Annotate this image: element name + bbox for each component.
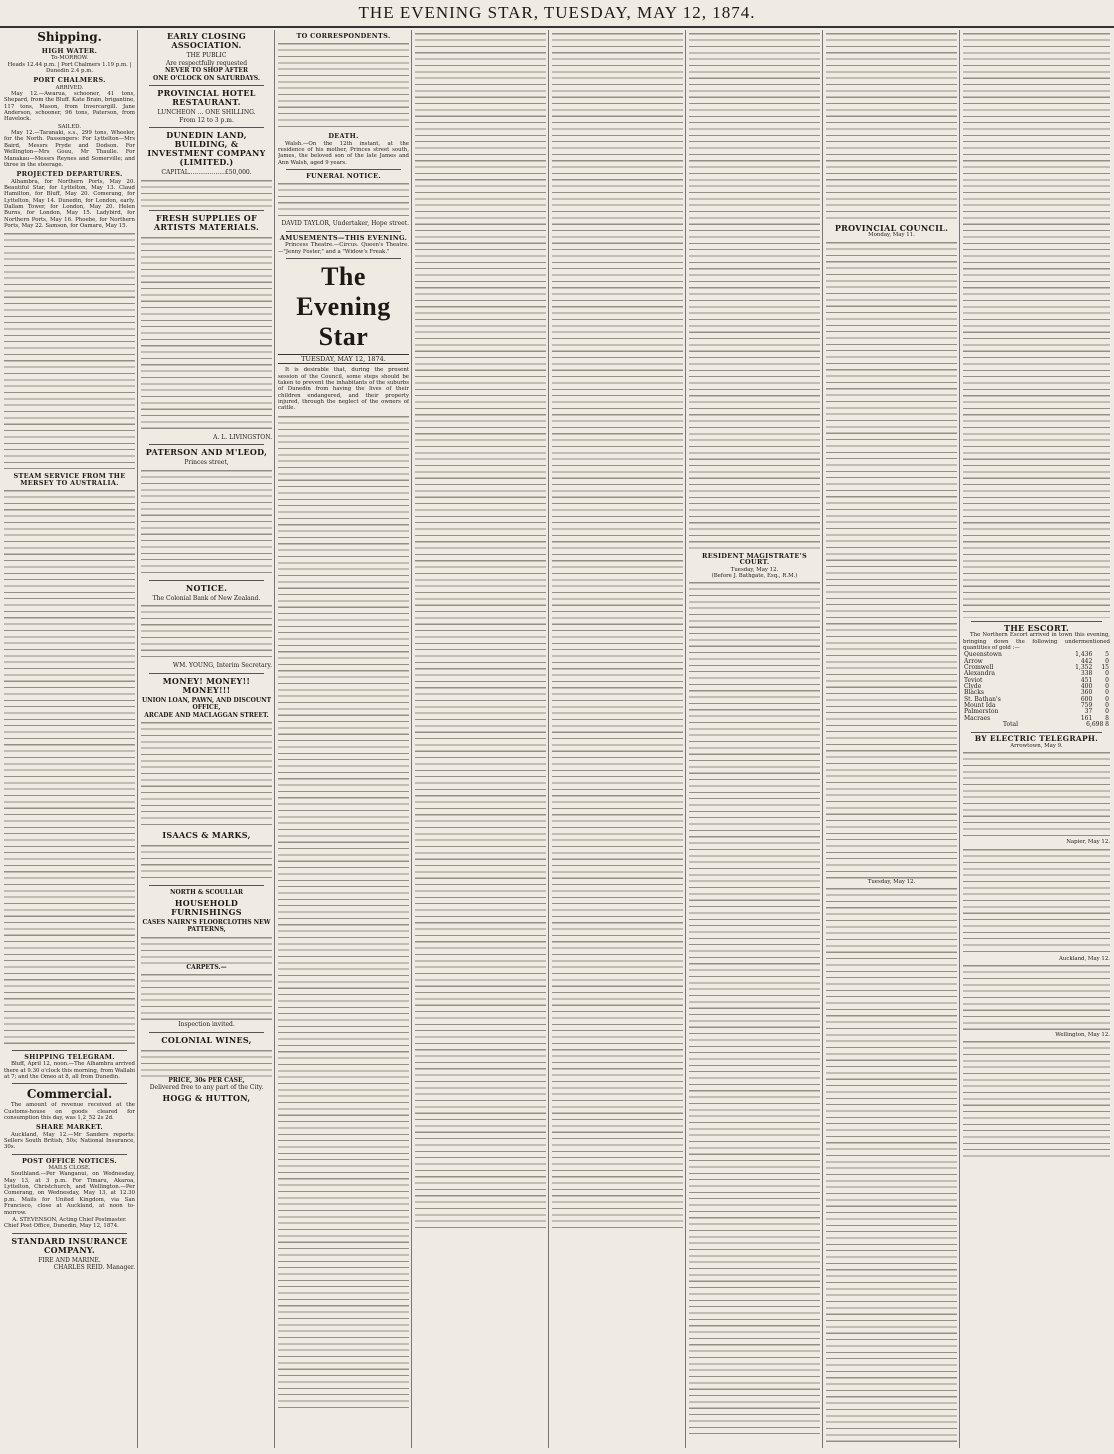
council-tuesday: Tuesday, May 12. (867, 878, 916, 885)
provincial-council-heading: PROVINCIAL COUNCIL. (834, 223, 949, 233)
bank-name: The Colonial Bank of New Zealand. (152, 594, 261, 602)
divider (149, 580, 264, 581)
escort-place: Blacks (964, 689, 984, 697)
insurance-manager: CHARLES REID. Manager. (53, 1264, 135, 1272)
projected-heading: PROJECTED DEPARTURES. (16, 170, 123, 179)
artists-materials-heading: FRESH SUPPLIES OF ARTISTS MATERIALS. (153, 212, 260, 232)
wines-price: PRICE, 30s PER CASE, (168, 1076, 245, 1084)
divider (286, 231, 401, 232)
notice-heading: NOTICE. (185, 582, 228, 593)
commercial-heading: Commercial. (26, 1087, 113, 1102)
escort-dwt: 8 (1105, 714, 1109, 722)
arcade-line: ARCADE AND MACLAGGAN STREET. (144, 711, 269, 719)
escort-oz: 338 (1080, 670, 1093, 678)
divider (12, 1233, 127, 1234)
escort-dwt: 0 (1105, 702, 1109, 710)
notice-text (141, 602, 272, 662)
isaacs-text (141, 842, 272, 882)
hotel-ad-heading: PROVINCIAL HOTEL RESTAURANT. (157, 88, 256, 107)
column-ads (141, 30, 272, 1450)
escort-oz: 37 (1084, 708, 1093, 716)
escort-oz: 360 (1080, 689, 1093, 697)
correspondents-text (278, 40, 409, 130)
carpets-line: CARPETS.— (186, 963, 227, 971)
early-closing-heading: EARLY CLOSING ASSOCIATION. (166, 31, 247, 50)
escort-oz: 1,352 (1075, 664, 1093, 672)
divider (12, 1083, 127, 1084)
divider (149, 444, 264, 445)
escort-place: Teviot (964, 676, 983, 684)
telegraph-text (963, 1038, 1110, 1158)
telegram-heading: SHIPPING TELEGRAM. (24, 1052, 115, 1061)
divider (12, 1050, 127, 1051)
council-monday-text (826, 239, 957, 879)
escort-place: Clyde (964, 683, 982, 691)
escort-place: Cromwell (964, 664, 994, 672)
young-signature: WM. YOUNG, Interim Secretary. (172, 662, 272, 669)
post-office-date: Chief Post Office, Dunedin, May 12, 1874. (4, 1223, 119, 1230)
divider (149, 1032, 264, 1033)
court-before: (Before J. Bathgate, Esq., R.M.) (711, 573, 798, 580)
telegraph-text (963, 846, 1110, 956)
north-scoullar: NORTH & SCOULLAR (170, 889, 243, 896)
escort-dwt: 0 (1105, 689, 1109, 697)
isaacs-marks: ISAACS & MARKS, (162, 830, 251, 840)
luncheon-line: LUNCHEON ... ONE SHILLING. (157, 109, 256, 116)
postmaster-signature: A. STEVENSON, Acting Chief Postmaster. (12, 1216, 127, 1223)
early-closing-line: ONE O'CLOCK ON SATURDAYS. (153, 74, 260, 82)
evening-star-nameplate: The Evening Star (296, 261, 391, 351)
escort-total-value: 6,698 8 (1086, 721, 1109, 729)
escort-place: Queenstown (964, 651, 1002, 659)
funeral-text (278, 180, 409, 220)
escort-oz: 400 (1080, 683, 1093, 691)
escort-table (963, 652, 1110, 728)
arrivals-text: May 12.—Awarua, schooner, 41 tons, Shepard, from the Bluff. Kate Brain, brigantine, 117 tons, Mason, from Invercargill. Jane Anderson, schooner, 96 tons, Paterson, from Havelock. (4, 91, 135, 123)
paterson-list (141, 467, 272, 577)
escort-oz: 759 (1080, 702, 1093, 710)
shipping-heading: Shipping. (37, 30, 102, 44)
column-rule (685, 30, 686, 1448)
amusements-text: Princess Theatre.—Circus. Queen's Theatre.—"Jenny Foster," and a "Widow's Freak." (278, 242, 409, 255)
escort-place: Arrow (964, 657, 983, 665)
divider (286, 258, 401, 259)
early-closing-line: THE PUBLIC (186, 52, 227, 59)
escort-oz: 161 (1080, 714, 1093, 722)
escort-oz: 442 (1080, 657, 1093, 665)
money-ad-text (141, 719, 272, 829)
leader-lead-paragraph: It is desirable that, during the present session of the Council, some steps should be taken to prevent the inhabitants of the suburbs of Dunedin from having the lives of their children endangered, and their property injured, through the neglect of the owners of cattle. (278, 367, 409, 412)
telegram-text: Bluff, April 12, noon.—The Alhambra arrived there at 9.30 o'clock this morning, from Wallabi at 7; and the Omeo at 8, all from Dunedin. (4, 1061, 135, 1080)
fire-marine-line: FIRE AND MARINE. (38, 1256, 101, 1264)
escort-dwt: 0 (1105, 657, 1109, 665)
tomorrow-label: To-MORROW. (50, 55, 89, 62)
steam-service-text (4, 487, 135, 1047)
body-text (415, 30, 546, 1230)
resident-court-heading: RESIDENT MAGISTRATE'S COURT. (702, 552, 807, 567)
column-body-4 (415, 30, 546, 1450)
court-date: Tuesday, May 12. (730, 566, 779, 573)
escort-place: Palmerston (964, 708, 999, 716)
council-monday: Monday, May 11. (868, 232, 915, 239)
escort-dwt: 0 (1105, 708, 1109, 716)
mails-text: Southland.—Per Wanganui, on Wednesday, May 13, at 3 p.m. For Timaru, Akaroa, Lyttelton, Christchurch, and Wellington.—Per Comerang, on Wednesday, May 13, at 12.30 p.m. Mails for United Kingdom, via San Francisco, close at Auckland, at noon to-morrow. (4, 1171, 135, 1216)
court-text (689, 579, 820, 1439)
escort-dwt: 15 (1101, 664, 1109, 672)
column-rule (959, 30, 960, 1448)
escort-place: Mount Ida (964, 702, 996, 710)
column-rule (822, 30, 823, 1448)
telegraph-text (963, 749, 1110, 839)
column-rule (137, 30, 138, 1448)
land-company-capital: CAPITAL...................£50,000. (161, 169, 252, 176)
masthead-title: THE EVENING STAR, TUESDAY, MAY 12, 1874. (358, 3, 756, 22)
early-closing-line: Are respectfully requested (165, 59, 248, 67)
divider (149, 210, 264, 211)
column-escort (963, 30, 1110, 1450)
arrived-heading: ARRIVED. (55, 84, 84, 91)
share-market-heading: SHARE MARKET. (36, 1123, 103, 1132)
escort-intro: The Northern Escort arrived in town this evening, bringing down the following undermentioned quantities of gold :— (963, 632, 1110, 652)
escort-oz: 600 (1080, 695, 1093, 703)
union-loan-line: UNION LOAN, PAWN, AND DISCOUNT OFFICE, (141, 696, 272, 711)
column-leader (278, 30, 409, 1450)
mails-close-heading: MAILS CLOSE. (48, 1165, 91, 1172)
high-water-heading: HIGH WATER. (41, 47, 98, 55)
inspection-line: Inspection invited. (178, 1021, 235, 1028)
escort-heading: THE ESCORT. (1003, 623, 1070, 633)
telegraph-dateline: Napier, May 12. (1066, 839, 1110, 846)
divider (286, 169, 401, 170)
post-office-heading: POST OFFICE NOTICES. (21, 1156, 117, 1165)
escort-place: St. Bathan's (964, 695, 1001, 703)
hogg-hutton: HOGG & HUTTON, (162, 1092, 251, 1103)
sailings-text: May 12.—Taranaki, s.s., 299 tons, Wheeler, for the North. Passengers: For Lyttelton—Mrs Baird, Messrs Pryde and Dodson. For Wellington—Mrs Gouu, Mr Thaulle. For Manakau—Messrs Reynes and Somerville; and three in the steerage. (4, 130, 135, 168)
undertaker-signature: DAVID TAYLOR, Undertaker, Hope street. (281, 220, 409, 228)
carpets-list (141, 971, 272, 1021)
early-closing-line: NEVER TO SHOP AFTER (165, 67, 248, 74)
body-text (963, 30, 1110, 618)
telegraph-dateline: Arrowtown, May 9. (1010, 742, 1063, 749)
escort-place: Macraes (964, 714, 991, 722)
divider (971, 732, 1102, 733)
telegraph-dateline: Wellington, May 12. (1055, 1031, 1110, 1038)
livingston-signature: A. L. LIVINGSTON. (213, 433, 272, 441)
telegraph-dateline: Auckland, May 12. (1058, 955, 1110, 962)
escort-total-label: Total (1003, 721, 1019, 729)
paterson-address: Princes street, (184, 459, 229, 466)
column-court (689, 30, 820, 1450)
escort-place: Alexandra (964, 670, 995, 678)
divider (149, 85, 264, 86)
escort-dwt: 0 (1105, 670, 1109, 678)
divider (12, 1154, 127, 1155)
escort-dwt: 0 (1105, 695, 1109, 703)
artists-materials-list (141, 234, 272, 434)
shipping-body-text (4, 230, 135, 470)
column-council (826, 30, 957, 1450)
escort-dwt: 0 (1105, 676, 1109, 684)
share-market-text: Auckland, May 12.—Mr Sanders reports: Sellers South British, 50s; National Insurance, 30s. (4, 1131, 135, 1151)
departures-text: Alhambra, for Northern Ports, May 20. Beautiful Star, for Lyttelton, May 13. Claud Hamilton, for Bluff, May 20. Comerang, for Lyttelton, May 14. Dunedin, for London, early. Dallam Tower, for London, May 20. Helen Burns, for London, May 15. Ladybird, for Northern Ports, May 16. Phoebe, for Northern Ports, May 22. Samson, for Oamaru, May 15. (4, 178, 135, 229)
column-rule (274, 30, 275, 1448)
column-shipping (4, 30, 135, 1450)
escort-total-row (963, 722, 1110, 728)
divider (971, 621, 1102, 622)
column-rule (411, 30, 412, 1448)
wines-heading: COLONIAL WINES, (161, 1034, 252, 1045)
household-heading: HOUSEHOLD FURNISHINGS (171, 897, 242, 917)
wines-text (141, 1047, 272, 1077)
amusements-heading: AMUSEMENTS—THIS EVENING. (279, 233, 408, 242)
column-body-5 (552, 30, 683, 1450)
death-notice: Walsh.—On the 12th instant, at the residence of his mother, Princes street south, James, the beloved son of the late James and Ann Walsh, aged 9 years. (278, 140, 409, 166)
divider (149, 673, 264, 674)
port-heading: PORT CHALMERS. (33, 76, 106, 85)
telegraph-heading: BY ELECTRIC TELEGRAPH. (974, 733, 1099, 743)
money-heading: MONEY! MONEY!! MONEY!!! (162, 675, 251, 695)
correspondents-heading: TO CORRESPONDENTS. (296, 32, 391, 40)
land-company-text (141, 177, 272, 207)
telegraph-text (963, 962, 1110, 1032)
revenue-text: The amount of revenue received at the Customs-house on goods cleared for consumption this day, was 1,2_52 2s 2d. (4, 1102, 135, 1122)
escort-oz: 451 (1080, 676, 1093, 684)
body-text (826, 30, 957, 222)
insurance-ad-heading: STANDARD INSURANCE COMPANY. (11, 1235, 128, 1255)
tide-times: Heads 12.44 p.m. | Port Chalmers 1.19 p.m. | Dunedin 2.4 p.m. (7, 61, 132, 75)
sailed-heading: SAILED. (57, 123, 82, 130)
steam-service-heading: STEAM SERVICE FROM THE MERSEY TO AUSTRALIA. (13, 472, 126, 487)
body-text (552, 30, 683, 1230)
escort-dwt: 0 (1105, 683, 1109, 691)
column-rule (548, 30, 549, 1448)
leader-body-text (278, 413, 409, 1413)
floorcloths-line: CASES NAIRN'S FLOORCLOTHS NEW PATTERNS, (142, 918, 271, 933)
luncheon-hours: From 12 to 3 p.m. (179, 116, 234, 124)
paterson-ad-heading: PATERSON AND M'LEOD, (145, 447, 268, 457)
death-heading: DEATH. (328, 132, 359, 141)
divider (149, 885, 264, 886)
body-text (689, 30, 820, 550)
escort-oz: 1,436 (1075, 651, 1093, 659)
wines-delivery: Delivered free to any part of the City. (149, 1084, 264, 1091)
funeral-heading: FUNERAL NOTICE. (306, 172, 381, 181)
land-company-heading: DUNEDIN LAND, BUILDING, & INVESTMENT COMPANY (LIMITED.) (147, 130, 266, 167)
escort-dwt: 5 (1105, 651, 1109, 659)
council-tuesday-text (826, 885, 957, 1445)
divider (149, 127, 264, 128)
page-masthead (0, 0, 1114, 28)
leader-dateline: TUESDAY, MAY 12, 1874. (278, 354, 409, 364)
floorcloths-text (141, 934, 272, 964)
